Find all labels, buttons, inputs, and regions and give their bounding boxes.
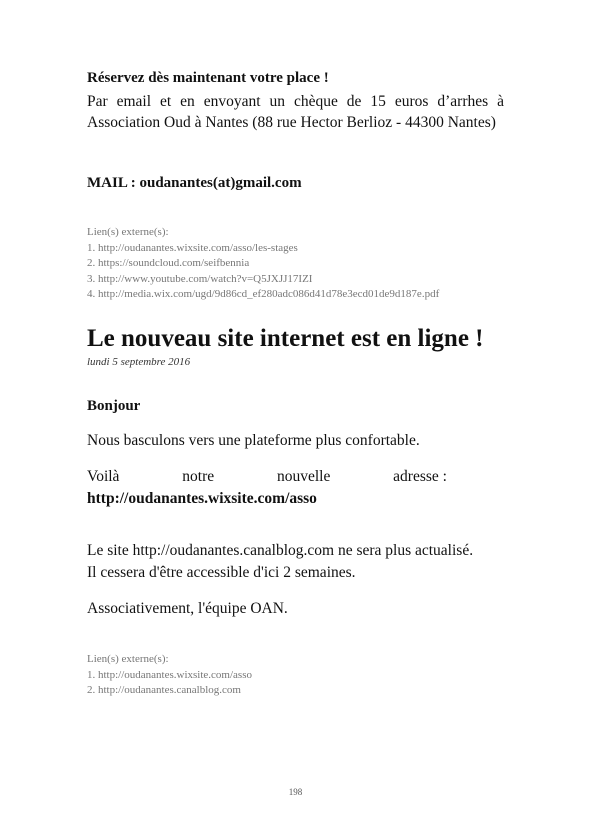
address-word: nouvelle bbox=[276, 468, 331, 485]
post1-body: Par email et en envoyant un chèque de 15 euros d’arrhes à Association Oud à Nantes (88 rue Hector Berlioz - 44300 Nantes) bbox=[87, 93, 504, 131]
external-link[interactable]: 4. http://media.wix.com/ugd/9d86cd_ef280adc086d41d78e3ecd01de9d187e.pdf bbox=[87, 288, 440, 300]
post1-heading: Réservez dès maintenant votre place ! bbox=[87, 70, 329, 86]
external-link[interactable]: 2. http://oudanantes.canalblog.com bbox=[87, 684, 241, 696]
post1-mail: MAIL : oudanantes(at)gmail.com bbox=[87, 175, 302, 191]
post2-title: Le nouveau site internet est en ligne ! bbox=[87, 325, 484, 352]
external-link[interactable]: 1. http://oudanantes.wixsite.com/asso/les-stages bbox=[87, 241, 298, 254]
post2-paragraph-2-line-1: Le site http://oudanantes.canalblog.com ne sera plus actualisé. bbox=[87, 542, 474, 559]
post2-new-address-link[interactable]: http://oudanantes.wixsite.com/asso bbox=[87, 490, 317, 507]
address-word: adresse : bbox=[393, 468, 447, 485]
address-word: Voilà bbox=[87, 468, 120, 485]
links-label: Lien(s) externe(s): bbox=[87, 653, 169, 665]
post2-address-line bbox=[87, 466, 447, 487]
post2-external-links bbox=[87, 652, 504, 699]
post2-greeting: Bonjour bbox=[87, 398, 141, 414]
post2-paragraph-1: Nous basculons vers une plateforme plus confortable. bbox=[87, 432, 420, 449]
address-word: notre bbox=[182, 468, 215, 485]
post2-date: lundi 5 septembre 2016 bbox=[87, 356, 191, 368]
post1-external-links bbox=[87, 225, 504, 303]
external-link[interactable]: 2. https://soundcloud.com/seifbennia bbox=[87, 257, 250, 269]
external-link[interactable]: 3. http://www.youtube.com/watch?v=Q5JXJJ17IZI bbox=[87, 272, 313, 285]
post2-signature: Associativement, l'équipe OAN. bbox=[87, 600, 288, 617]
external-link[interactable]: 1. http://oudanantes.wixsite.com/asso bbox=[87, 668, 252, 681]
links-label: Lien(s) externe(s): bbox=[87, 226, 169, 238]
post2-paragraph-2-line-2: Il cessera d'être accessible d'ici 2 semaines. bbox=[87, 564, 356, 581]
page-number: 198 bbox=[288, 787, 303, 797]
